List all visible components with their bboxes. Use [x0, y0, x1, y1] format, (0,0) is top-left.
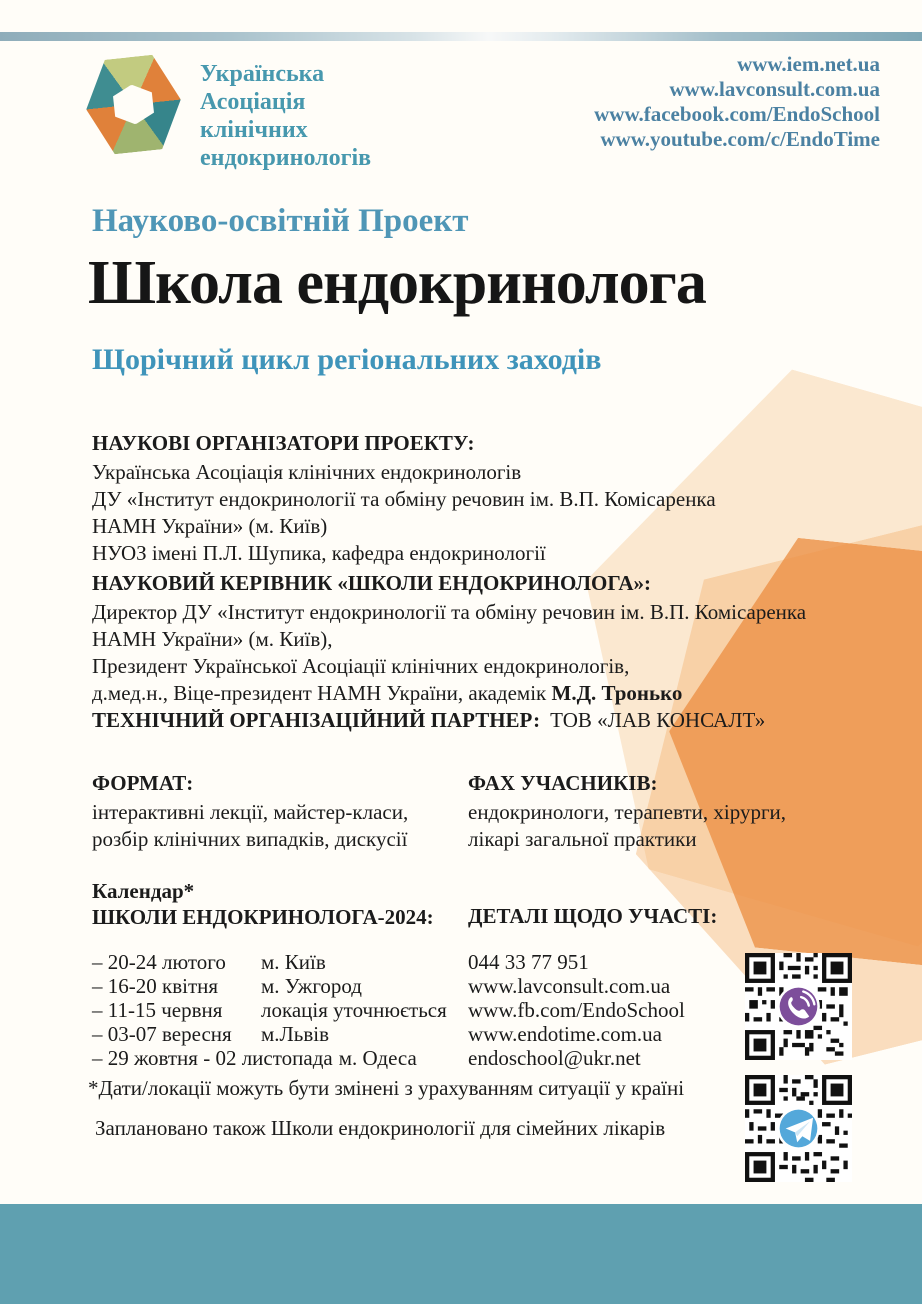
family-doctors-note: Заплановано також Школи ендокринології для сімейних лікарів [95, 1116, 666, 1140]
format-line: інтерактивні лекції, майстер-класи, [92, 800, 409, 824]
qr-image [745, 953, 852, 1060]
telegram-qr-code [745, 1075, 852, 1182]
organization-name [200, 60, 371, 172]
organizer-line: НУОЗ імені П.Л. Шупика, кафедра ендокринології [92, 541, 546, 565]
link-facebook[interactable]: www.facebook.com/EndoSchool [594, 102, 880, 126]
leader-line: НАМН України» (м. Київ), [92, 627, 333, 651]
page-subtitle: Щорічний цикл регіональних заходів [92, 343, 602, 376]
logo-center-hexagon [112, 83, 156, 127]
link-youtube[interactable]: www.youtube.com/c/EndoTime [600, 127, 880, 151]
org-name-line: Асоціація [200, 89, 306, 115]
organizers-heading: НАУКОВІ ОРГАНІЗАТОРИ ПРОЕКТУ: [92, 431, 475, 455]
audience-heading: ФАХ УЧАСНИКІВ: [468, 771, 658, 795]
calendar-rows [92, 950, 447, 1070]
qr-image [745, 1075, 852, 1182]
calendar-row: – 11-15 червня локація уточнюється [92, 998, 447, 1022]
calendar-footnote: *Дати/локації можуть бути змінені з урахуванням ситуації у країні [88, 1076, 685, 1100]
email-link[interactable]: endoschool@ukr.net [468, 1046, 641, 1070]
details-heading: ДЕТАЛІ ЩОДО УЧАСТІ: [468, 904, 718, 928]
link-iem[interactable]: www.iem.net.ua [737, 52, 880, 76]
link-endotime[interactable]: www.endotime.com.ua [468, 1022, 663, 1046]
leader-line: Президент Української Асоціації клінічних ендокринологів, [92, 654, 630, 678]
project-kicker: Науково-освітній Проект [92, 203, 469, 239]
partner-heading: ТЕХНІЧНИЙ ОРГАНІЗАЦІЙНИЙ ПАРТНЕР: [92, 708, 541, 732]
leader-line: д.мед.н., Віце-президент НАМН України, академік М.Д. Тронько [92, 681, 683, 705]
calendar-row: – 16-20 квітня м. Ужгород [92, 974, 362, 998]
leader-line: Директор ДУ «Інститут ендокринології та обміну речовин ім. В.П. Комісаренка [92, 600, 807, 624]
top-accent-bar [0, 32, 922, 41]
website-links [594, 52, 880, 152]
audience-section [468, 770, 828, 853]
contact-details [468, 950, 685, 1070]
calendar-row: – 03-07 вересня м.Львів [92, 1022, 330, 1046]
format-heading: ФОРМАТ: [92, 771, 194, 795]
audience-line: ендокринологи, терапевти, хірурги, [468, 800, 787, 824]
org-name-line: ендокринологів [200, 145, 372, 171]
calendar-row: – 29 жовтня - 02 листопада м. Одеса [92, 1046, 417, 1070]
partner-value: ТОВ «ЛАВ КОНСАЛТ» [550, 708, 766, 732]
phone-number: 044 33 77 951 [468, 950, 589, 974]
format-line: розбір клінічних випадків, дискусії [92, 827, 408, 851]
organizer-line: Українська Асоціація клінічних ендокринологів [92, 460, 522, 484]
organizers-section [92, 430, 812, 567]
calendar-heading: Календар* ШКОЛИ ЕНДОКРИНОЛОГА-2024: [92, 879, 434, 929]
org-name-line: клінічних [200, 117, 308, 143]
leader-section [92, 570, 892, 707]
partner-section [92, 707, 765, 734]
calendar-row: – 20-24 лютого м. Київ [92, 950, 326, 974]
organizer-line: НАМН України» (м. Київ) [92, 514, 328, 538]
link-fb[interactable]: www.fb.com/EndoSchool [468, 998, 685, 1022]
leader-name: М.Д. Тронько [551, 681, 683, 705]
link-lavconsult-2[interactable]: www.lavconsult.com.ua [468, 974, 671, 998]
link-lavconsult[interactable]: www.lavconsult.com.ua [669, 77, 880, 101]
org-name-line: Українська [200, 61, 325, 87]
viber-qr-code [745, 953, 852, 1060]
viber-icon [780, 988, 818, 1026]
bottom-accent-bar [0, 1204, 922, 1304]
format-section [92, 770, 452, 853]
association-logo-icon [81, 52, 185, 156]
organizer-line: ДУ «Інститут ендокринології та обміну речовин ім. В.П. Комісаренка [92, 487, 716, 511]
audience-line: лікарі загальної практики [468, 827, 697, 851]
leader-heading: НАУКОВИЙ КЕРІВНИК «ШКОЛИ ЕНДОКРИНОЛОГА»: [92, 571, 652, 595]
page-title: Школа ендокринолога [88, 249, 706, 317]
